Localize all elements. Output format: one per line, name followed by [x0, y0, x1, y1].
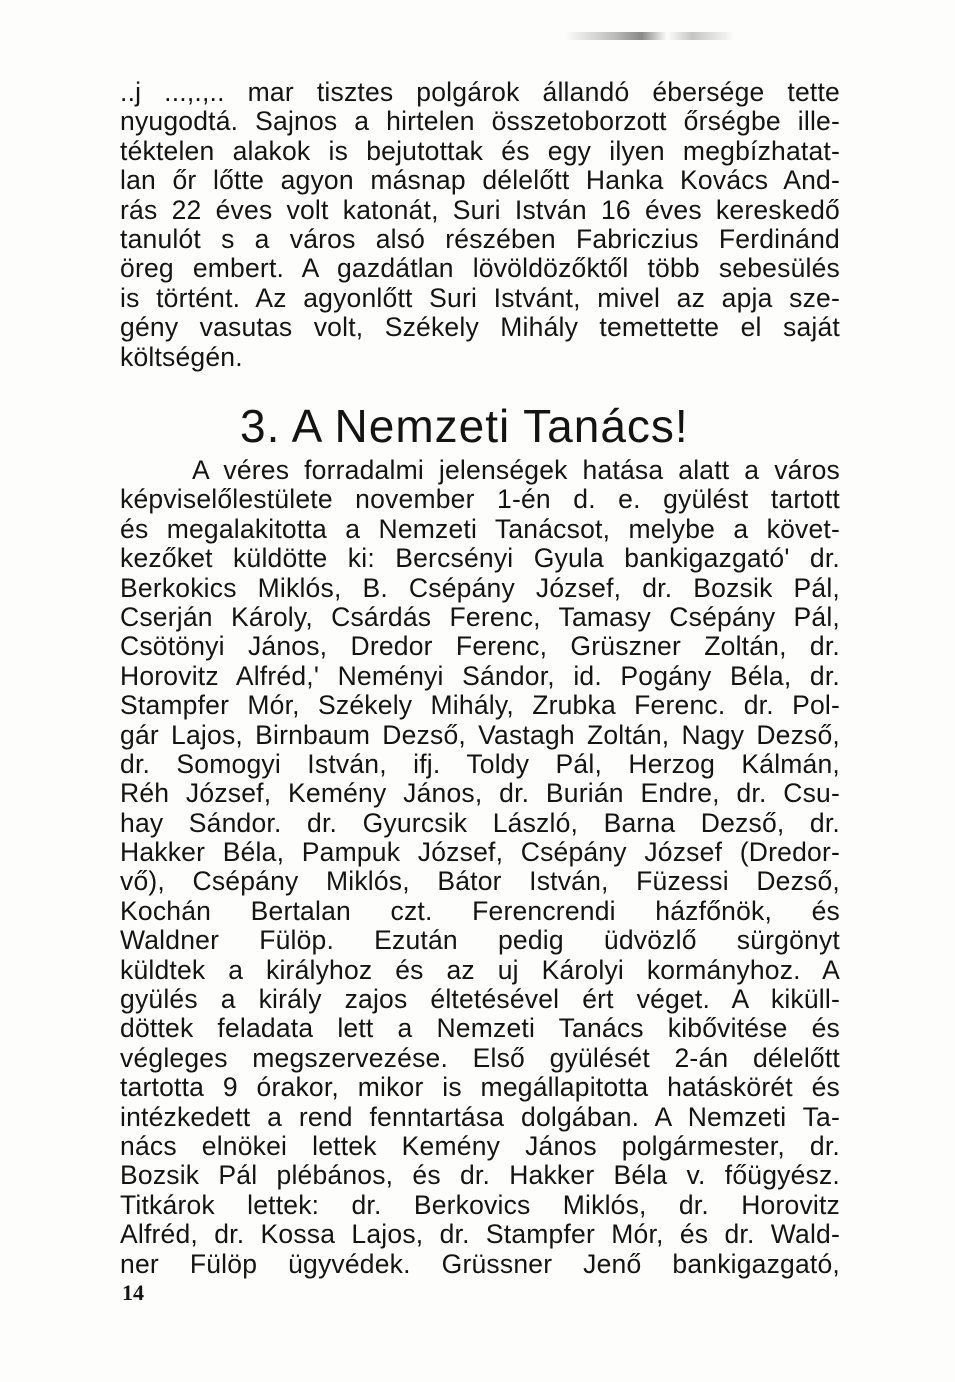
text-line: Horovitz Alfréd,' Neményi Sándor, id. Pogány Béla, dr.	[120, 660, 840, 691]
text-line: tanulót s a város alsó részében Fabriczius Ferdinánd	[120, 223, 840, 254]
text-line: tartotta 9 órakor, mikor is megállapitotta hatáskörét és	[120, 1072, 840, 1103]
text-line: kezőket küldötte ki: Bercsényi Gyula bankigazgató' dr.	[120, 543, 840, 574]
text-line: küldtek a királyhoz és az uj Károlyi kormányhoz. A	[120, 954, 840, 985]
text-line: lan őr lőtte agyon másnap délelőtt Hanka Kovács And-	[120, 165, 840, 196]
main-paragraph	[120, 456, 840, 1279]
text-line: végleges megszervezése. Első gyülését 2-án délelőtt	[120, 1042, 840, 1073]
text-line: nyugodtá. Sajnos a hirtelen összetoborzott őrségbe ille-	[120, 106, 840, 137]
text-line: gyülés a király zajos éltetésével ért véget. A kiküll-	[120, 984, 840, 1015]
text-line: hay Sándor. dr. Gyurcsik László, Barna Dezső, dr.	[120, 807, 840, 838]
text-line: ner Fülöp ügyvédek. Grüssner Jenő bankigazgató,	[120, 1248, 840, 1279]
text-line: is történt. Az agyonlőtt Suri Istvánt, mivel az apja sze-	[120, 282, 840, 313]
page-number: 14	[122, 1280, 144, 1305]
text-line: Alfréd, dr. Kossa Lajos, dr. Stampfer Mór, és dr. Wald-	[120, 1219, 840, 1250]
text-line: Stampfer Mór, Székely Mihály, Zrubka Ferenc. dr. Pol-	[120, 690, 840, 721]
text-line: gár Lajos, Birnbaum Dezső, Vastagh Zoltán, Nagy Dezső,	[120, 719, 840, 750]
text-line: Kochán Bertalan czt. Ferencrendi házfőnök, és	[120, 895, 840, 926]
text-line: költségén.	[120, 341, 243, 372]
text-line: képviselőlestülete november 1-én d. e. gyülést tartott	[120, 484, 840, 515]
text-line: rás 22 éves volt katonát, Suri István 16 éves kereskedő	[120, 194, 840, 225]
top-paragraph	[120, 78, 840, 372]
text-line: vő), Csépány Miklós, Bátor István, Füzessi Dezső,	[120, 866, 840, 897]
text-line: Réh József, Kemény János, dr. Burián Endre, dr. Csu-	[120, 778, 840, 809]
text-line: Bozsik Pál plébános, és dr. Hakker Béla v. főügyész.	[120, 1160, 840, 1191]
text-line: Cserján Károly, Csárdás Ferenc, Tamasy Csépány Pál,	[120, 601, 840, 632]
text-line: dr. Somogyi István, ifj. Toldy Pál, Herzog Kálmán,	[120, 748, 840, 779]
text-line: Hakker Béla, Pampuk József, Csépány József (Dredor-	[120, 837, 840, 868]
text-line: gény vasutas volt, Székely Mihály temettette el saját	[120, 312, 840, 343]
text-line: téktelen alakok is bejutottak és egy ilyen megbízhatat-	[120, 135, 840, 166]
text-line: A véres forradalmi jelenségek hatása alatt a város	[192, 455, 840, 485]
text-line: Csötönyi János, Dredor Ferenc, Grüszner Zoltán, dr.	[120, 631, 840, 662]
scan-smudge	[565, 32, 735, 40]
text-line: és megalakitotta a Nemzeti Tanácsot, melybe a követ-	[120, 513, 840, 544]
text-line: nács elnökei lettek Kemény János polgármester, dr.	[120, 1130, 840, 1161]
text-line: ..j ...,.,.. mar tisztes polgárok állandó éberségе tette	[120, 77, 840, 107]
text-line: Berkokics Miklós, B. Csépány József, dr. Bozsik Pál,	[120, 572, 840, 603]
text-line: döttek feladata lett a Nemzeti Tanács kibővitése és	[120, 1013, 840, 1044]
text-line: intézkedett a rend fenntartása dolgában. A Nemzeti Ta-	[120, 1101, 840, 1132]
section-heading: 3. A Nemzeti Tanács!	[240, 400, 689, 452]
text-line: Titkárok lettek: dr. Berkovics Miklós, dr. Horovitz	[120, 1189, 840, 1220]
text-line: öreg embert. A gazdátlan lövöldözőktől több sebesülés	[120, 253, 840, 284]
text-line: Waldner Fülöp. Ezután pedig üdvözlő sürgönyt	[120, 925, 840, 956]
